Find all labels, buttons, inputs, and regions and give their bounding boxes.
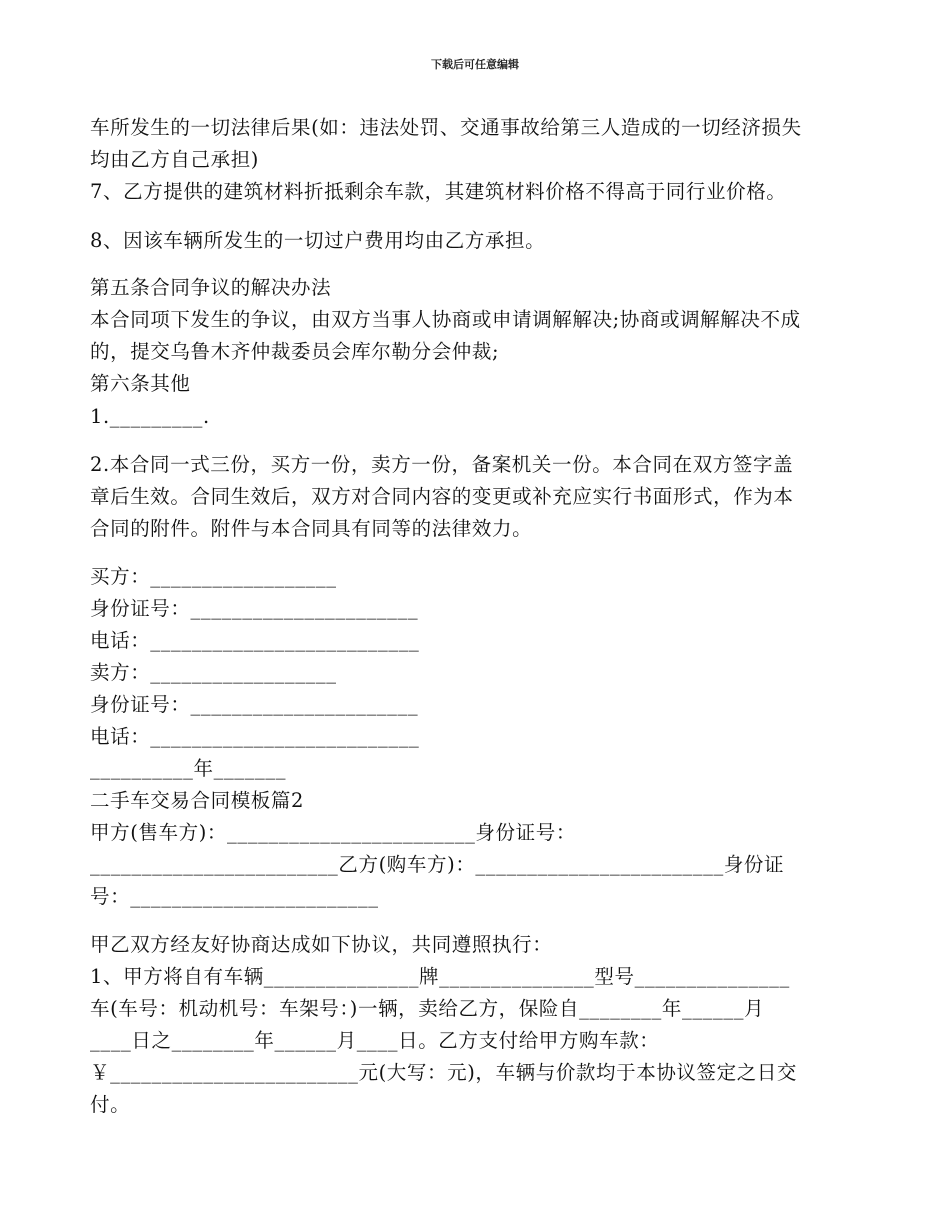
party-b-id-line: 号：________________________	[90, 885, 379, 908]
article-6-item-2-line: 章后生效。合同生效后，双方对合同内容的变更或补充应实行书面形式，作为本	[90, 485, 794, 508]
date-field: __________年_______	[90, 757, 287, 780]
clause-1-line: 车(车号：机动机号：车架号：)一辆，卖给乙方，保险自________年______月	[90, 997, 765, 1020]
article-5-text-line: 本合同项下发生的争议，由双方当事人协商或申请调解解决;协商或调解解决不成	[90, 308, 801, 331]
clause-text-line: 车所发生的一切法律后果(如：违法处罚、交通事故给第三人造成的一切经济损失	[90, 116, 802, 139]
seller-phone-field: 电话：__________________________	[90, 725, 420, 748]
article-5-heading: 第五条合同争议的解决办法	[90, 276, 332, 299]
clause-text-line: 均由乙方自己承担)	[90, 148, 260, 171]
clause-1-line: ￥________________________元(大写：元)，车辆与价款均于本协议签定之日交	[90, 1061, 798, 1084]
article-6-item-1: 1._________.	[90, 405, 210, 428]
clause-8: 8、因该车辆所发生的一切过户费用均由乙方承担。	[90, 229, 546, 252]
party-a-line: 甲方(售车方)：________________________身份证号：	[90, 821, 576, 844]
article-6-heading: 第六条其他	[90, 372, 191, 395]
clause-7: 7、乙方提供的建筑材料折抵剩余车款，其建筑材料价格不得高于同行业价格。	[90, 180, 787, 203]
buyer-field: 买方：__________________	[90, 565, 337, 588]
seller-field: 卖方：__________________	[90, 661, 337, 684]
buyer-id-field: 身份证号：______________________	[90, 597, 419, 620]
party-b-line: ________________________乙方(购车方)：________________________身份证	[90, 853, 785, 876]
page-header: 下载后可任意编辑	[431, 58, 519, 71]
article-5-text-line: 的，提交乌鲁木齐仲裁委员会库尔勒分会仲裁;	[90, 340, 500, 363]
agreement-intro: 甲乙双方经友好协商达成如下协议，共同遵照执行：	[90, 933, 553, 956]
clause-1-line: 付。	[90, 1093, 131, 1116]
buyer-phone-field: 电话：__________________________	[90, 629, 420, 652]
article-6-item-2-line: 合同的附件。附件与本合同具有同等的法律效力。	[90, 517, 533, 540]
article-6-item-2-line: 2.本合同一式三份，买方一份，卖方一份，备案机关一份。本合同在双方签字盖	[90, 453, 794, 476]
seller-id-field: 身份证号：______________________	[90, 693, 419, 716]
clause-1-line: 1、甲方将自有车辆_______________牌_______________型号_______________	[90, 965, 790, 988]
clause-1-line: ____日之________年______月____日。乙方支付给甲方购车款：	[90, 1029, 660, 1052]
template-2-title: 二手车交易合同模板篇2	[90, 789, 305, 812]
